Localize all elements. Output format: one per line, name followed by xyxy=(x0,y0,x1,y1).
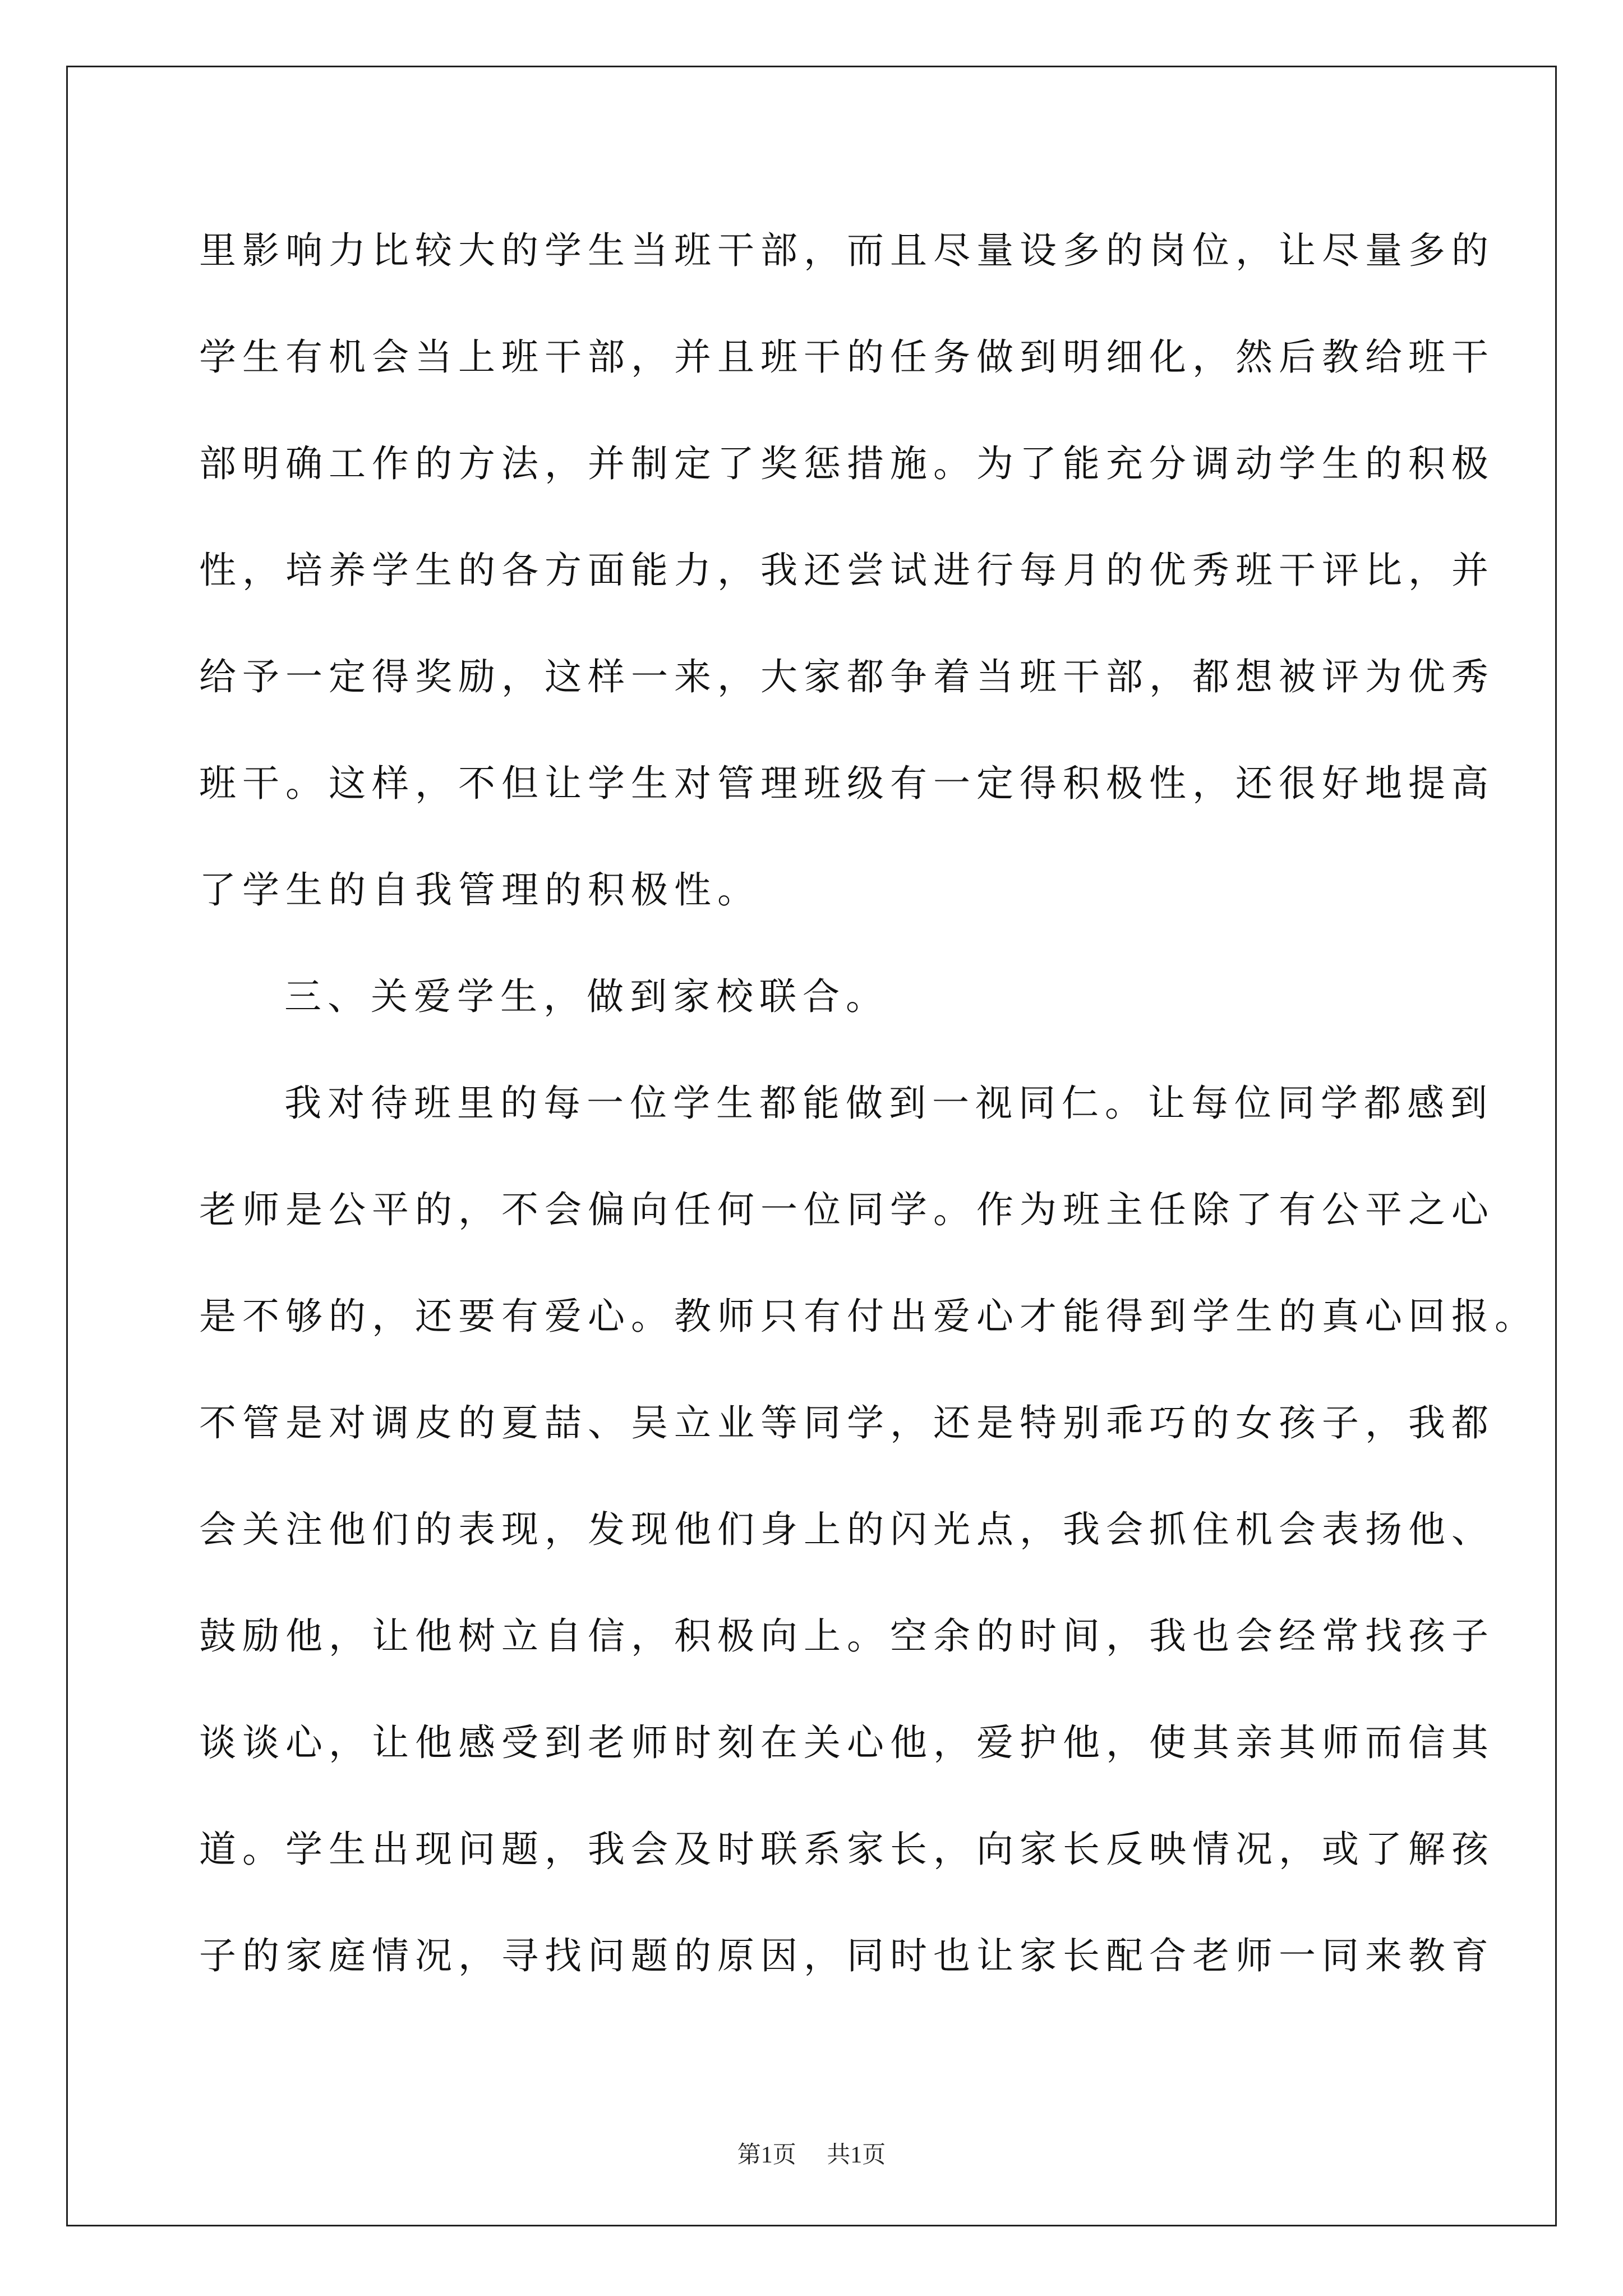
text-line-7: 了学生的自我管理的积极性。 xyxy=(199,868,760,912)
text-line-16: 道。学生出现问题，我会及时联系家长，向家长反映情况，或了解孩 xyxy=(199,1828,1495,1871)
text-line-12: 不管是对调皮的夏喆、吴立业等同学，还是特别乖巧的女孩子，我都 xyxy=(199,1401,1495,1444)
text-line-15: 谈谈心，让他感受到老师时刻在关心他，爱护他，使其亲其师而信其 xyxy=(199,1721,1495,1764)
text-line-4: 性，培养学生的各方面能力，我还尝试进行每月的优秀班干评比，并 xyxy=(199,549,1495,592)
text-line-5: 给予一定得奖励，这样一来，大家都争着当班干部，都想被评为优秀 xyxy=(199,655,1495,698)
text-line-17: 子的家庭情况，寻找问题的原因，同时也让家长配合老师一同来教育 xyxy=(199,1934,1495,1977)
text-line-1: 里影响力比较大的学生当班干部，而且尽量设多的岗位，让尽量多的 xyxy=(199,229,1495,272)
text-line-14: 鼓励他，让他树立自信，积极向上。空余的时间，我也会经常找孩子 xyxy=(199,1614,1495,1658)
text-line-10: 老师是公平的，不会偏向任何一位同学。作为班主任除了有公平之心 xyxy=(199,1188,1495,1231)
page-number-total: 共1页 xyxy=(827,2142,886,2168)
text-line-2: 学生有机会当上班干部，并且班干的任务做到明细化，然后教给班干 xyxy=(199,335,1495,379)
text-line-6: 班干。这样，不但让学生对管理班级有一定得积极性，还很好地提高 xyxy=(199,762,1495,805)
text-line-13: 会关注他们的表现，发现他们身上的闪光点，我会抓住机会表扬他、 xyxy=(199,1508,1495,1551)
page-border xyxy=(66,66,1557,2226)
text-line-3: 部明确工作的方法，并制定了奖惩措施。为了能充分调动学生的积极 xyxy=(199,442,1495,485)
text-line-11: 是不够的，还要有爱心。教师只有付出爱心才能得到学生的真心回报。 xyxy=(199,1295,1538,1338)
page-footer xyxy=(0,2139,1623,2171)
page-number-current: 第1页 xyxy=(737,2142,796,2168)
text-line-9: 我对待班里的每一位学生都能做到一视同仁。让每位同学都感到 xyxy=(284,1082,1493,1125)
section-heading: 三、关爱学生，做到家校联合。 xyxy=(284,975,889,1018)
